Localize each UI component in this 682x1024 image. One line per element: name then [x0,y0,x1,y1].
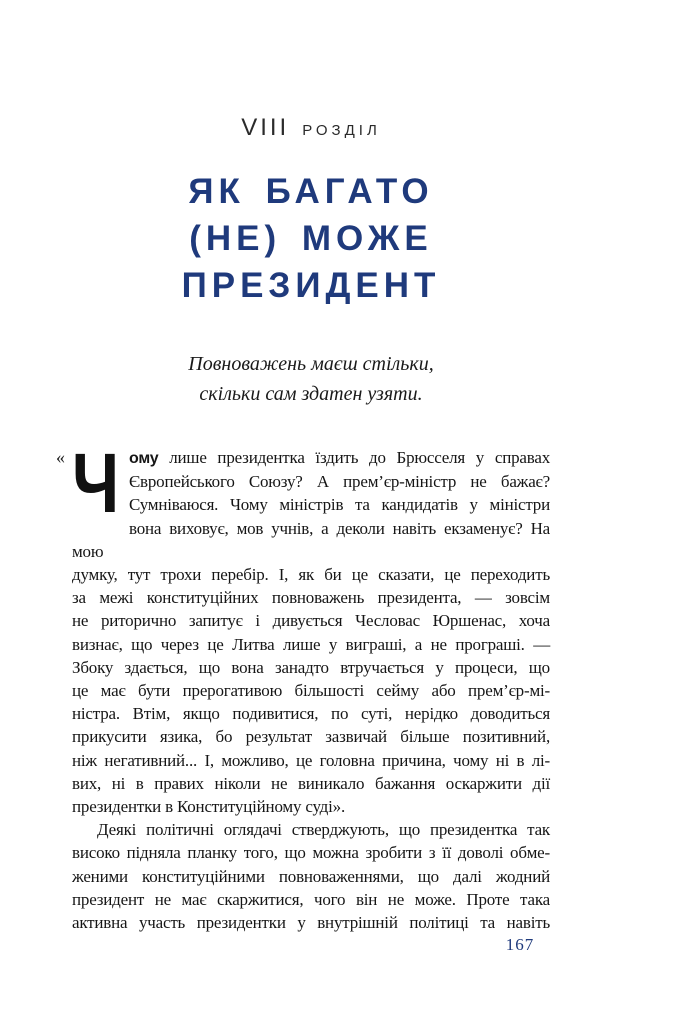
chapter-title [72,168,550,309]
text-line: ністра. Втім, якщо подивитися, по суті, нерідко доводиться [72,704,550,724]
chapter-numeral: VIII [241,114,290,141]
text-line: президент не має скаржитися, чого він не може. Проте така [72,889,550,909]
text-line: активна участь президентки у внутрішній політиці та навіть [72,913,550,933]
epigraph-line: скільки сам здатен узяти. [199,383,423,405]
page-number: 167 [505,935,535,954]
dropcap-letter: Ч [72,436,120,530]
text-line: високо підняла планку того, що можна зробити з її доволі обме- [72,843,550,863]
text-line: ому лише президентка їздить до Брюсселя у справах [129,448,550,467]
chapter-word: РОЗДІЛ [302,122,381,139]
text-line: думку, тут трохи перебір. І, як би це сказати, це переходить [72,565,550,585]
text-line: Деякі політичні оглядачі стверджують, що президентка так [97,820,550,840]
title-line: ЯК БАГАТО [188,172,434,211]
text-line: вона виховує, мов учнів, а деколи навіть екзаменує? На мою [72,518,550,561]
text-line: ніж негативний... І, можливо, це головна причина, чому ні в лі- [72,750,550,770]
chapter-label [72,114,550,142]
text-line: Європейського Союзу? А прем’єр-міністр не бажає? [129,472,550,492]
lead-bold-text: ому [129,450,159,467]
text-line: за межі конституційних повноважень президента, — зовсім [72,588,550,608]
text-line: вих, ні в правих ніколи не виникало бажання оскаржити дії [72,773,550,793]
body-text [56,436,550,934]
text-line: женими конституційними повноваженнями, що далі жодний [72,866,550,886]
paragraph-2 [72,818,550,934]
text-line: визнає, що через це Литва лише у виграші, а не програші. — [72,634,550,654]
paragraph-1 [56,436,550,818]
text-line: це має бути прерогативою більшості сейму або прем’єр-мі- [72,681,550,701]
text-line: Сумніваюся. Чому міністрів та кандидатів у міністри [129,495,550,515]
title-line: ПРЕЗИДЕНТ [181,266,441,305]
opening-quote-mark: « [56,447,65,467]
text-line: не риторично запитує і дивується Чесловас Юршенас, хоча [72,611,550,631]
text-line: Збоку здається, що вона занадто втручається у процеси, що [72,657,550,677]
epigraph [72,349,550,409]
text-line: прикусити язика, бо результат зазвичай більше позитивний, [72,727,550,747]
text-line: президентки в Конституційному суді». [72,797,346,817]
epigraph-line: Повноважень маєш стільки, [188,353,434,375]
title-line: (НЕ) МОЖЕ [189,219,433,258]
